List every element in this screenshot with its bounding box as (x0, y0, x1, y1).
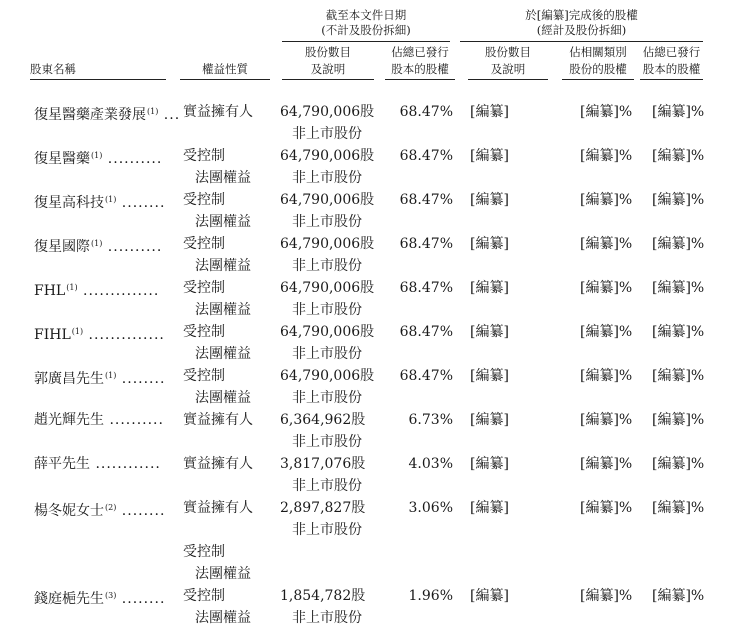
group2-subtitle: (經計及股份拆細) (536, 23, 627, 37)
leader-dots: ........ (116, 591, 166, 607)
interest-nature: 法團權益 (195, 610, 251, 626)
class-pct-after: [編纂]% (580, 368, 633, 384)
interest-nature: 受控制 (183, 192, 225, 208)
share-count-after: [編纂] (470, 192, 509, 208)
shareholding-pct: 68.47% (399, 148, 453, 164)
class-pct-after: [編纂]% (580, 148, 633, 164)
footnote-marker: (1) (91, 151, 103, 160)
col-rule-name (30, 79, 166, 80)
share-type: 非上市股份 (292, 258, 362, 274)
total-pct-after: [編纂]% (652, 324, 705, 340)
share-type: 非上市股份 (292, 346, 362, 362)
footnote-marker: (1) (105, 195, 117, 204)
interest-nature: 法團權益 (195, 346, 251, 362)
col-rule-shares2 (468, 79, 548, 80)
interest-nature: 實益擁有人 (183, 104, 253, 120)
col-header-shares1-l1: 股份數目 (305, 45, 351, 59)
share-count-after: [編纂] (470, 236, 509, 252)
interest-nature: 實益擁有人 (183, 500, 253, 516)
interest-nature: 實益擁有人 (183, 456, 253, 472)
share-count-after: [編纂] (470, 104, 509, 120)
share-type: 非上市股份 (292, 610, 362, 626)
group2-rule (460, 41, 703, 42)
leader-dots: .......... (102, 239, 163, 255)
shareholding-pct: 68.47% (399, 280, 453, 296)
shareholder-name-text: 楊冬妮女士 (34, 503, 104, 519)
group2-title: 於[編纂]完成後的股權 (525, 8, 638, 22)
interest-nature: 受控制 (183, 588, 225, 604)
shareholder-name (34, 499, 165, 520)
share-count: 64,790,006股 (280, 104, 375, 120)
footnote-marker: (1) (66, 283, 78, 292)
shareholder-name (34, 235, 162, 256)
shareholding-pct: 68.47% (399, 368, 453, 384)
shareholding-pct: 68.47% (399, 236, 453, 252)
col-header-shares2-l1: 股份數目 (485, 45, 531, 59)
share-count-after: [編纂] (470, 588, 509, 604)
footnote-marker: (1) (147, 107, 159, 116)
shareholder-name (34, 147, 162, 168)
interest-nature: 受控制 (183, 368, 225, 384)
total-pct-after: [編纂]% (652, 192, 705, 208)
interest-nature: 受控制 (183, 148, 225, 164)
col-rule-shares1 (282, 79, 374, 80)
shareholder-name (34, 323, 165, 344)
total-pct-after: [編纂]% (652, 236, 705, 252)
footnote-marker: (2) (105, 503, 117, 512)
share-count: 1,854,782股 (280, 588, 366, 604)
class-pct-after: [編纂]% (580, 280, 633, 296)
shareholder-name (34, 367, 165, 388)
total-pct-after: [編纂]% (652, 148, 705, 164)
share-type: 非上市股份 (292, 302, 362, 318)
shareholder-name-text: 復星醫藥產業發展 (34, 107, 146, 123)
share-count-after: [編纂] (470, 500, 509, 516)
shareholder-name-text: 錢庭梔先生 (34, 591, 104, 607)
shareholding-pct: 1.96% (408, 588, 453, 604)
interest-nature: 實益擁有人 (183, 412, 253, 428)
col-header-name: 股東名稱 (30, 62, 76, 76)
share-type: 非上市股份 (292, 214, 362, 230)
share-count: 64,790,006股 (280, 192, 375, 208)
shareholder-name-text: 復星醫藥 (34, 151, 90, 167)
class-pct-after: [編纂]% (580, 588, 633, 604)
shareholder-name (34, 411, 164, 429)
share-count-after: [編纂] (470, 324, 509, 340)
share-type: 非上市股份 (292, 170, 362, 186)
col-header-pct2-l2: 股份的股權 (569, 62, 627, 76)
interest-nature: 法團權益 (195, 170, 251, 186)
col-header-pct1-l1: 佔總已發行 (391, 45, 449, 59)
share-type: 非上市股份 (292, 522, 362, 538)
class-pct-after: [編纂]% (580, 104, 633, 120)
total-pct-after: [編纂]% (652, 280, 705, 296)
col-rule-nature (180, 79, 270, 80)
shareholder-name-text: 復星高科技 (34, 195, 104, 211)
total-pct-after: [編纂]% (652, 456, 705, 472)
total-pct-after: [編纂]% (652, 368, 705, 384)
share-type: 非上市股份 (292, 126, 362, 142)
shareholder-name (34, 455, 161, 473)
class-pct-after: [編纂]% (580, 500, 633, 516)
footnote-marker: (1) (105, 371, 117, 380)
class-pct-after: [編纂]% (580, 192, 633, 208)
class-pct-after: [編纂]% (580, 412, 633, 428)
shareholding-pct: 68.47% (399, 192, 453, 208)
shareholder-name-text: FHL (34, 283, 66, 299)
leader-dots: ........ (116, 503, 166, 519)
total-pct-after: [編纂]% (652, 588, 705, 604)
share-count-after: [編纂] (470, 280, 509, 296)
interest-nature: 受控制 (183, 280, 225, 296)
total-pct-after: [編纂]% (652, 104, 705, 120)
total-pct-after: [編纂]% (652, 412, 705, 428)
shareholding-pct: 4.03% (408, 456, 453, 472)
share-count: 2,897,827股 (280, 500, 366, 516)
share-count-after: [編纂] (470, 368, 509, 384)
share-count-after: [編纂] (470, 456, 509, 472)
leader-dots: ... (158, 107, 181, 123)
leader-dots: ........ (116, 195, 166, 211)
share-count-after: [編纂] (470, 412, 509, 428)
shareholding-pct: 3.06% (408, 500, 453, 516)
leader-dots: .............. (83, 327, 165, 343)
interest-nature: 法團權益 (195, 566, 251, 582)
total-pct-after: [編纂]% (652, 500, 705, 516)
group1-title: 截至本文件日期 (325, 8, 407, 22)
group1-rule (282, 41, 450, 42)
shareholding-pct: 68.47% (399, 104, 453, 120)
interest-nature: 受控制 (183, 544, 225, 560)
col-header-pct2-l1: 佔相關類別 (569, 45, 627, 59)
share-count: 6,364,962股 (280, 412, 366, 428)
col-rule-pct1 (385, 79, 455, 80)
interest-nature: 法團權益 (195, 390, 251, 406)
class-pct-after: [編纂]% (580, 456, 633, 472)
share-type: 非上市股份 (292, 434, 362, 450)
shareholder-name-text: 薛平先生 (34, 456, 90, 472)
leader-dots: .......... (102, 151, 163, 167)
group1-subtitle: (不計及股份拆細) (321, 23, 411, 37)
interest-nature: 受控制 (183, 236, 225, 252)
class-pct-after: [編纂]% (580, 236, 633, 252)
share-count: 64,790,006股 (280, 236, 375, 252)
share-count-after: [編纂] (470, 148, 509, 164)
shareholder-name (34, 587, 165, 608)
col-header-pct1-l2: 股本的股權 (391, 62, 449, 76)
col-header-pct3-l1: 佔總已發行 (642, 45, 701, 59)
class-pct-after: [編纂]% (580, 324, 633, 340)
shareholding-pct: 6.73% (408, 412, 453, 428)
interest-nature: 受控制 (183, 324, 225, 340)
footnote-marker: (1) (91, 239, 103, 248)
col-header-pct3-l2: 股本的股權 (642, 62, 701, 76)
interest-nature: 法團權益 (195, 214, 251, 230)
col-rule-pct3 (640, 79, 703, 80)
col-header-nature: 權益性質 (202, 62, 248, 76)
col-header-shares2-l2: 及說明 (490, 62, 526, 76)
share-count: 64,790,006股 (280, 280, 375, 296)
leader-dots: ........ (116, 371, 166, 387)
share-count: 3,817,076股 (280, 456, 366, 472)
shareholder-name-text: 復星國際 (34, 239, 90, 255)
leader-dots: .......... (104, 412, 164, 428)
shareholding-pct: 68.47% (399, 324, 453, 340)
col-rule-pct2 (562, 79, 634, 80)
share-count: 64,790,006股 (280, 368, 375, 384)
share-type: 非上市股份 (292, 390, 362, 406)
shareholder-name-text: FIHL (34, 327, 71, 343)
share-count: 64,790,006股 (280, 148, 375, 164)
shareholder-name-text: 趙光輝先生 (34, 412, 104, 428)
shareholder-name (34, 191, 165, 212)
footnote-marker: (3) (105, 591, 117, 600)
col-header-shares1-l2: 及說明 (310, 62, 346, 76)
footnote-marker: (1) (71, 327, 84, 336)
shareholder-name-text: 郭廣昌先生 (34, 371, 104, 387)
share-count: 64,790,006股 (280, 324, 375, 340)
interest-nature: 法團權益 (195, 258, 251, 274)
leader-dots: ............ (90, 456, 161, 472)
shareholder-name (34, 279, 159, 300)
interest-nature: 法團權益 (195, 302, 251, 318)
leader-dots: .............. (77, 283, 160, 299)
share-type: 非上市股份 (292, 478, 362, 494)
shareholder-name (34, 103, 180, 124)
